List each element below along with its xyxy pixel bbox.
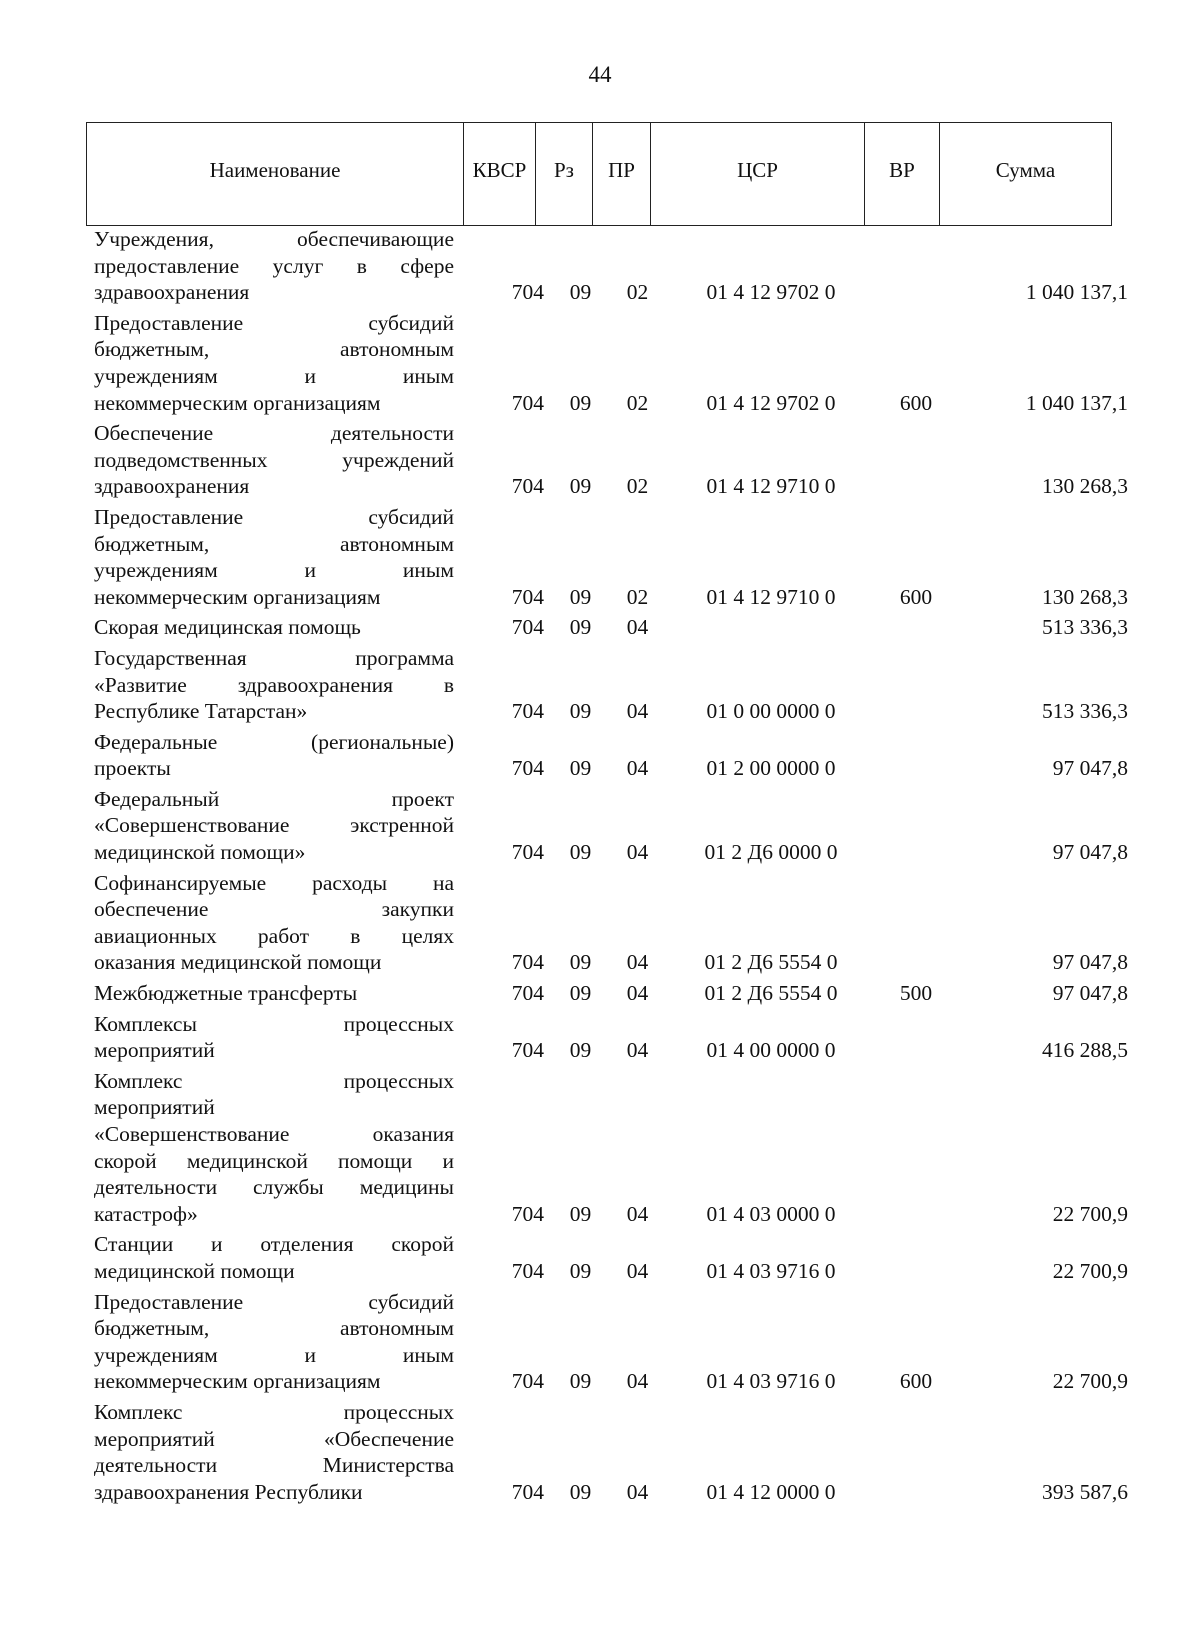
row-csr: 01 4 03 9716 0 [706,1369,836,1394]
row-rz: 09 [569,1369,592,1394]
row-sum: 130 268,3 [1042,474,1128,499]
row-name-line: медицинской помощи» [94,840,306,865]
table-row [94,310,1134,416]
row-name-line: авиационных работ в целях [94,923,454,948]
row-pr: 02 [626,474,649,499]
row-rz: 09 [569,1258,592,1283]
row-name-line: мероприятий [94,1038,215,1063]
row-vr: 500 [899,981,933,1006]
row-name-line: Комплексы процессных [94,1011,454,1036]
row-kvsr: 704 [511,390,544,415]
row-name-line: медицинской помощи [94,1258,295,1283]
row-name-line: Государственная программа [94,645,454,670]
row-name-line: деятельности службы медицины [94,1175,454,1200]
row-csr: 01 4 12 9710 0 [706,584,836,609]
table-row [94,614,1134,641]
row-csr: 01 4 03 0000 0 [706,1201,836,1226]
row-name-line: Учреждения, обеспечивающие [94,227,454,251]
row-pr: 04 [626,756,649,781]
row-name [94,504,454,610]
row-name [94,1399,454,1505]
row-name [94,226,454,306]
header-sum: Сумма [995,157,1056,182]
row-rz: 09 [569,280,592,305]
row-name-line: здравоохранения [94,280,250,305]
row-name-line: «Совершенствование оказания [94,1122,454,1146]
row-name-line: «Развитие здравоохранения в [94,672,454,697]
row-rz: 09 [569,840,592,865]
row-name-line: Предоставление субсидий [94,504,454,529]
row-name-line: некоммерческим организациям [94,1369,381,1394]
row-csr: 01 4 12 9702 0 [706,390,836,415]
header-rz: Рз [536,123,593,225]
row-name-line: подведомственных учреждений [94,447,454,472]
table-row [94,226,1134,306]
row-pr: 04 [626,840,649,865]
row-kvsr: 704 [511,474,544,499]
row-pr: 04 [626,1258,649,1283]
row-kvsr: 704 [511,981,544,1006]
row-rz: 09 [569,1479,592,1504]
row-csr: 01 4 12 0000 0 [706,1479,836,1504]
row-name-line: скорой медицинской помощи и [94,1148,454,1173]
row-pr: 04 [626,615,649,640]
row-name-line: Скорая медицинская помощь [94,615,361,640]
row-kvsr: 704 [511,1201,544,1226]
row-name-line: предоставление услуг в сфере [94,253,454,278]
row-rz: 09 [569,1201,592,1226]
row-sum: 393 587,6 [1042,1479,1128,1504]
row-kvsr: 704 [511,1038,544,1063]
table-row [94,980,1134,1007]
row-sum: 1 040 137,1 [1025,280,1128,305]
row-csr: 01 4 12 9702 0 [706,280,836,305]
row-name-line: Межбюджетные трансферты [94,981,358,1006]
row-name [94,614,454,641]
table-row [94,870,1134,976]
row-pr: 04 [626,1201,649,1226]
row-sum: 22 700,9 [1052,1201,1128,1226]
row-kvsr: 704 [511,1258,544,1283]
row-name-line: бюджетным, автономным [94,531,454,556]
row-name-line: Предоставление субсидий [94,1289,454,1314]
row-rz: 09 [569,756,592,781]
table-row [94,786,1134,866]
header-kvsr: КВСР [464,123,536,225]
row-pr: 04 [626,981,649,1006]
row-csr: 01 2 00 0000 0 [706,756,836,781]
row-name [94,786,454,866]
row-sum: 97 047,8 [1052,950,1128,975]
row-pr: 04 [626,699,649,724]
row-name-line: учреждениям и иным [94,558,454,583]
row-name [94,1231,454,1284]
row-rz: 09 [569,615,592,640]
table-row [94,1068,1134,1228]
row-vr: 600 [899,1369,933,1394]
row-csr: 01 2 Д6 5554 0 [704,950,838,975]
page-number: 44 [588,62,612,87]
row-name [94,1011,454,1064]
row-csr: 01 2 Д6 5554 0 [704,981,838,1006]
row-name-line: деятельности Министерства [94,1453,454,1478]
row-kvsr: 704 [511,1369,544,1394]
row-sum: 22 700,9 [1052,1258,1128,1283]
row-name-line: бюджетным, автономным [94,1316,454,1341]
row-csr: 01 4 00 0000 0 [706,1038,836,1063]
row-rz: 09 [569,981,592,1006]
row-sum: 416 288,5 [1042,1038,1128,1063]
row-name-line: обеспечение закупки [94,897,454,922]
row-name-line: Комплекс процессных [94,1068,454,1093]
row-kvsr: 704 [511,615,544,640]
row-name-line: здравоохранения Республики [94,1479,363,1504]
row-sum: 22 700,9 [1052,1369,1128,1394]
row-name-line: оказания медицинской помощи [94,950,382,975]
row-csr: 01 0 00 0000 0 [706,699,836,724]
table-row [94,1289,1134,1395]
table-row [94,645,1134,725]
row-sum: 97 047,8 [1052,981,1128,1006]
row-csr: 01 4 12 9710 0 [706,474,836,499]
row-name-line: «Совершенствование экстренной [94,813,454,838]
row-sum: 1 040 137,1 [1025,390,1128,415]
row-sum: 513 336,3 [1042,699,1128,724]
row-name-line: Федеральный проект [94,786,454,811]
row-sum: 513 336,3 [1042,615,1128,640]
row-name [94,420,454,500]
row-name-line: некоммерческим организациям [94,584,381,609]
row-name [94,310,454,416]
row-kvsr: 704 [511,950,544,975]
row-name-line: Комплекс процессных [94,1399,454,1424]
row-csr: 01 2 Д6 0000 0 [704,840,838,865]
table-row [94,420,1134,500]
row-name-line: Станции и отделения скорой [94,1232,454,1257]
row-csr: 01 4 03 9716 0 [706,1258,836,1283]
row-name-line: мероприятий [94,1095,215,1120]
row-name-line: катастроф» [94,1201,198,1226]
row-name-line: Республике Татарстан» [94,699,308,724]
row-vr: 600 [899,584,933,609]
row-rz: 09 [569,390,592,415]
row-name [94,980,454,1007]
row-name-line: проекты [94,756,171,781]
row-pr: 02 [626,584,649,609]
table-row [94,504,1134,610]
row-name-line: некоммерческим организациям [94,390,381,415]
row-name-line: Федеральные (региональные) [94,729,454,754]
row-kvsr: 704 [511,840,544,865]
row-pr: 04 [626,1369,649,1394]
row-name-line: бюджетным, автономным [94,337,454,362]
row-name [94,870,454,976]
row-name-line: Обеспечение деятельности [94,421,454,446]
row-name [94,1068,454,1228]
row-rz: 09 [569,950,592,975]
row-name-line: Предоставление субсидий [94,310,454,335]
table-row [94,729,1134,782]
row-pr: 02 [626,390,649,415]
row-kvsr: 704 [511,1479,544,1504]
row-sum: 97 047,8 [1052,840,1128,865]
table-row [94,1399,1134,1505]
row-pr: 04 [626,1038,649,1063]
row-name-line: Софинансируемые расходы на [94,870,454,895]
row-rz: 09 [569,1038,592,1063]
table-row [94,1011,1134,1064]
table-body [94,226,1134,1509]
row-vr: 600 [899,390,933,415]
row-sum: 130 268,3 [1042,584,1128,609]
header-vr: ВР [865,123,940,225]
row-rz: 09 [569,699,592,724]
row-name-line: учреждениям и иным [94,1342,454,1367]
header-name: Наименование [87,123,464,225]
header-pr: ПР [593,123,651,225]
row-kvsr: 704 [511,699,544,724]
header-csr: ЦСР [651,123,865,225]
row-pr: 04 [626,1479,649,1504]
row-name-line: учреждениям и иным [94,363,454,388]
row-kvsr: 704 [511,756,544,781]
row-kvsr: 704 [511,280,544,305]
table-header [86,122,1112,226]
row-name-line: мероприятий «Обеспечение [94,1426,454,1451]
row-sum: 97 047,8 [1052,756,1128,781]
row-kvsr: 704 [511,584,544,609]
row-pr: 02 [626,280,649,305]
row-rz: 09 [569,584,592,609]
row-name-line: здравоохранения [94,474,250,499]
row-rz: 09 [569,474,592,499]
row-pr: 04 [626,950,649,975]
row-name [94,1289,454,1395]
row-name [94,729,454,782]
row-name [94,645,454,725]
table-row [94,1231,1134,1284]
